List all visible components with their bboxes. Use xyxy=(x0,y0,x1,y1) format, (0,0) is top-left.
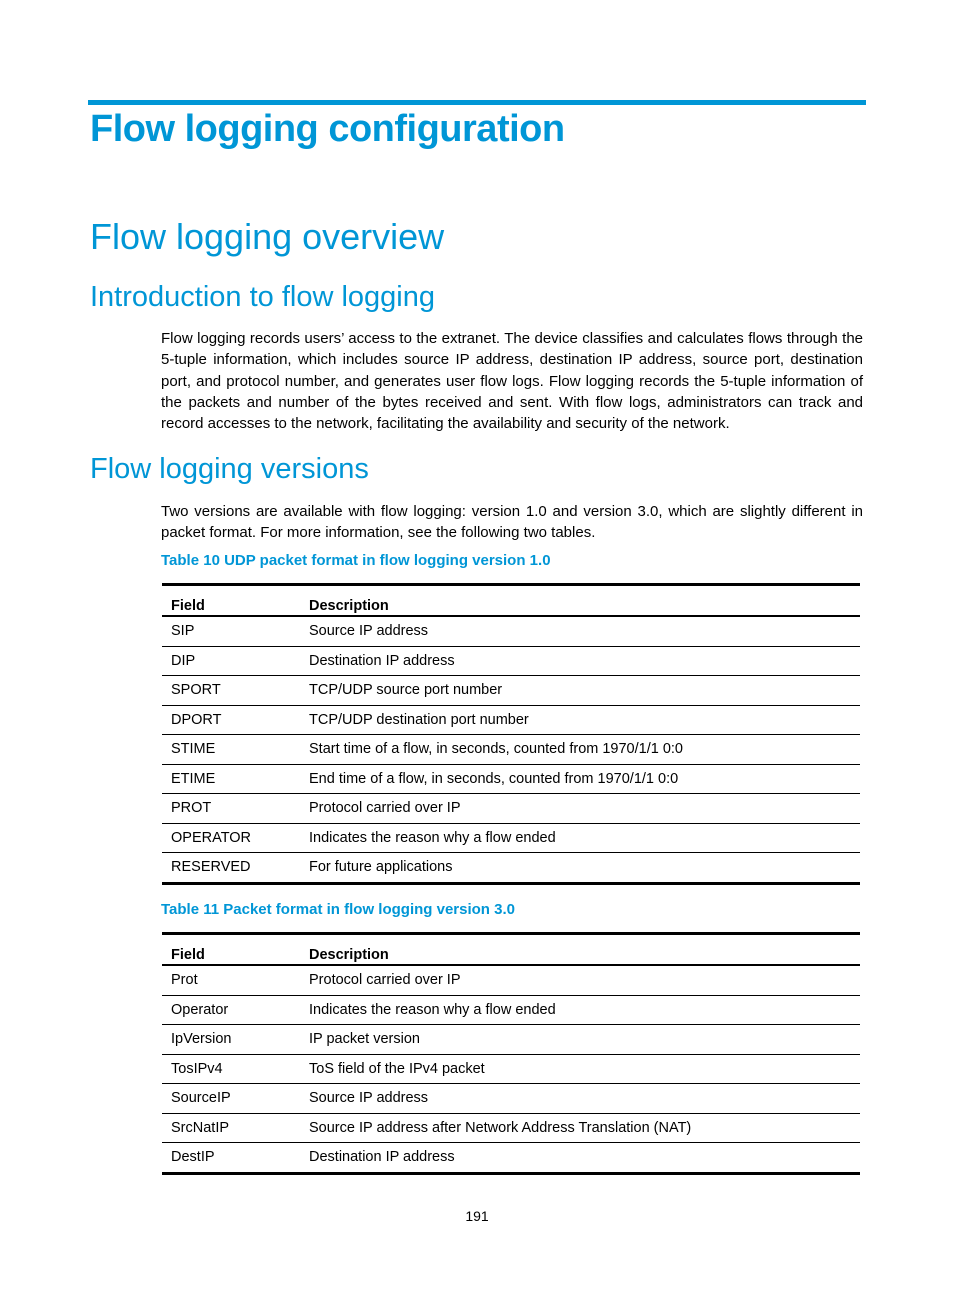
intro-paragraph: Flow logging records users’ access to the extranet. The device classifies and calculates flows through the 5-tuple information, which includes source IP address, destination IP address, source port, destination port, and protocol number, and generates user flow logs. Flow logging records the 5-tuple information of the packets and number of the bytes received and sent. With flow logs, administrators can track and record accesses to the network, facilitating the availability and security of the network. xyxy=(161,330,863,433)
table-row xyxy=(162,705,860,735)
field-cell: RESERVED xyxy=(162,853,300,884)
table10-caption: Table 10 UDP packet format in flow logging version 1.0 xyxy=(161,552,551,569)
description-cell: Protocol carried over IP xyxy=(300,794,860,824)
field-cell: Operator xyxy=(162,995,300,1025)
table-row xyxy=(162,1025,860,1055)
table10-body xyxy=(162,616,860,883)
table-row xyxy=(162,1113,860,1143)
description-cell: Indicates the reason why a flow ended xyxy=(300,823,860,853)
table-row xyxy=(162,764,860,794)
field-cell: DestIP xyxy=(162,1143,300,1174)
overview-heading: Flow logging overview xyxy=(90,216,445,257)
chapter-title: Flow logging configuration xyxy=(90,108,565,150)
field-cell: SPORT xyxy=(162,676,300,706)
description-cell: TCP/UDP source port number xyxy=(300,676,860,706)
field-cell: SourceIP xyxy=(162,1084,300,1114)
table10-header-field: Field xyxy=(162,585,300,617)
intro-heading: Introduction to flow logging xyxy=(90,281,435,313)
description-cell: End time of a flow, in seconds, counted from 1970/1/1 0:0 xyxy=(300,764,860,794)
field-cell: Prot xyxy=(162,965,300,995)
table-row xyxy=(162,1084,860,1114)
description-cell: Start time of a flow, in seconds, counted from 1970/1/1 0:0 xyxy=(300,735,860,765)
table11 xyxy=(162,932,860,1175)
versions-heading: Flow logging versions xyxy=(90,453,369,485)
table-row xyxy=(162,995,860,1025)
field-cell: PROT xyxy=(162,794,300,824)
description-cell: IP packet version xyxy=(300,1025,860,1055)
table-row xyxy=(162,616,860,646)
table10-header-description: Description xyxy=(300,585,860,617)
table-row xyxy=(162,1143,860,1174)
description-cell: Source IP address xyxy=(300,1084,860,1114)
table-row xyxy=(162,676,860,706)
field-cell: DPORT xyxy=(162,705,300,735)
table-row xyxy=(162,823,860,853)
table-row xyxy=(162,794,860,824)
description-cell: For future applications xyxy=(300,853,860,884)
page-number: 191 xyxy=(465,1208,489,1224)
description-cell: Protocol carried over IP xyxy=(300,965,860,995)
table-row xyxy=(162,735,860,765)
table11-header-description: Description xyxy=(300,934,860,966)
table11-header-field: Field xyxy=(162,934,300,966)
description-cell: Indicates the reason why a flow ended xyxy=(300,995,860,1025)
versions-paragraph: Two versions are available with flow logging: version 1.0 and version 3.0, which are slightly different in packet format. For more information, see the following two tables. xyxy=(161,503,863,542)
description-cell: Destination IP address xyxy=(300,646,860,676)
field-cell: IpVersion xyxy=(162,1025,300,1055)
table10 xyxy=(162,583,860,885)
field-cell: SIP xyxy=(162,616,300,646)
field-cell: OPERATOR xyxy=(162,823,300,853)
table-row xyxy=(162,1054,860,1084)
table11-header-row xyxy=(162,934,860,966)
table10-header-row xyxy=(162,585,860,617)
table-row xyxy=(162,965,860,995)
description-cell: Destination IP address xyxy=(300,1143,860,1174)
description-cell: Source IP address xyxy=(300,616,860,646)
field-cell: STIME xyxy=(162,735,300,765)
table-row xyxy=(162,853,860,884)
table-row xyxy=(162,646,860,676)
table11-body xyxy=(162,965,860,1173)
description-cell: ToS field of the IPv4 packet xyxy=(300,1054,860,1084)
field-cell: DIP xyxy=(162,646,300,676)
field-cell: SrcNatIP xyxy=(162,1113,300,1143)
description-cell: TCP/UDP destination port number xyxy=(300,705,860,735)
field-cell: TosIPv4 xyxy=(162,1054,300,1084)
table11-caption: Table 11 Packet format in flow logging version 3.0 xyxy=(161,901,515,918)
chapter-top-rule xyxy=(88,100,866,105)
description-cell: Source IP address after Network Address Translation (NAT) xyxy=(300,1113,860,1143)
field-cell: ETIME xyxy=(162,764,300,794)
